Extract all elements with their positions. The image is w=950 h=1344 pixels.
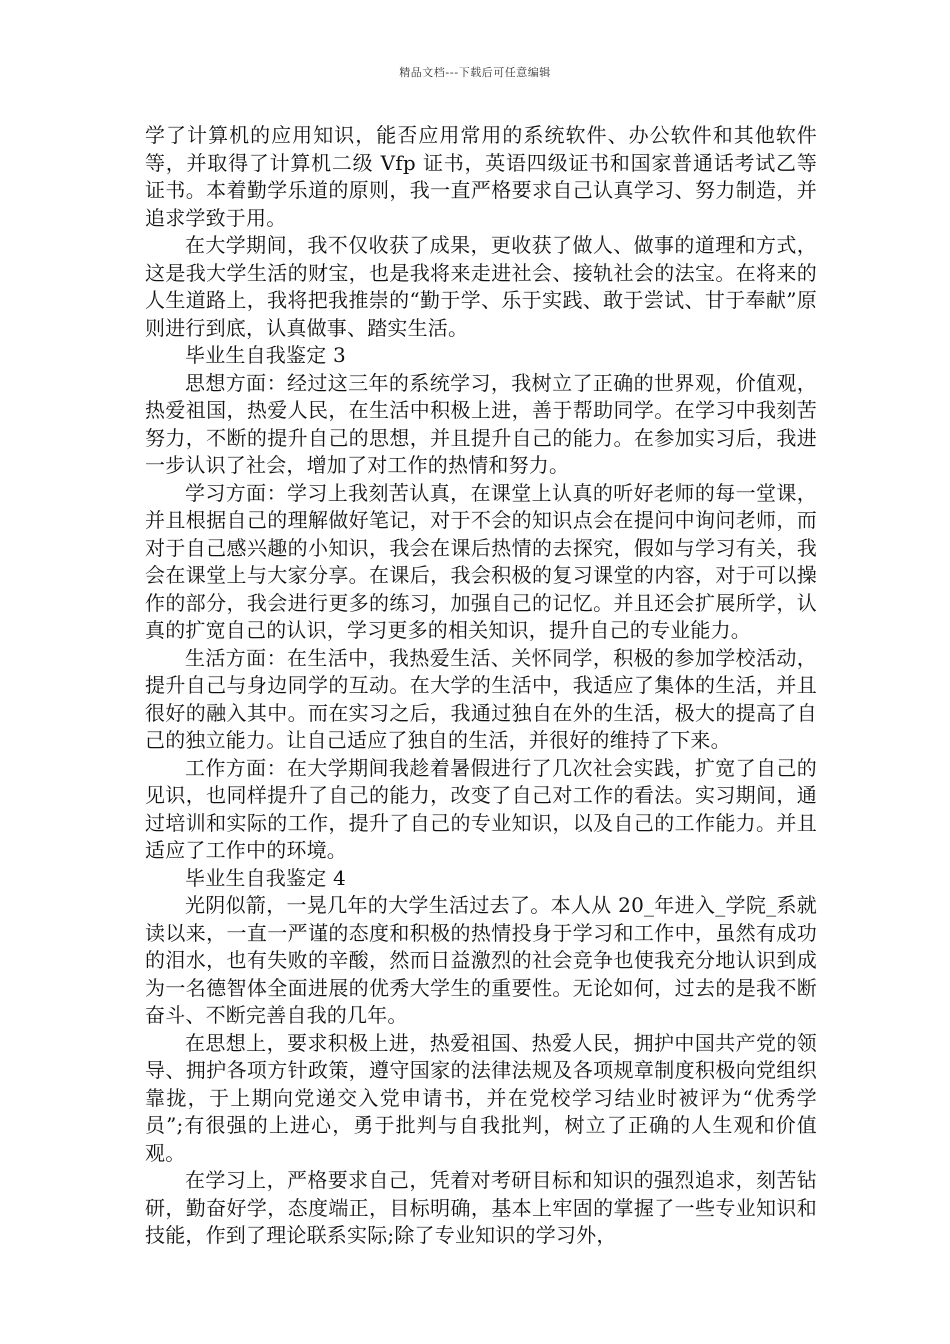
paragraph-2: 在大学期间，我不仅收获了成果，更收获了做人、做事的道理和方式，这是我大学生活的财宝，也是我将来走进社会、接轨社会的法宝。在将来的人生道路上，我将把我推崇的“勤于学、乐于实践、敢于尝试、甘于奉献”原则进行到底，认真做事、踏实生活。 [145,233,817,340]
document-body [145,122,817,1250]
paragraph-9: 在学习上，严格要求自己，凭着对考研目标和知识的强烈追求，刻苦钻研，勤奋好学，态度端正，目标明确，基本上牢固的掌握了一些专业知识和技能，作到了理论联系实际;除了专业知识的学习外， [145,1168,817,1247]
paragraph-5: 生活方面：在生活中，我热爱生活、关怀同学，积极的参加学校活动，提升自己与身边同学的互动。在大学的生活中，我适应了集体的生活，并且很好的融入其中。而在实习之后，我通过独自在外的生活，极大的提高了自己的独立能力。让自己适应了独自的生活，并很好的维持了下来。 [145,645,817,752]
paragraph-8: 在思想上，要求积极上进，热爱祖国、热爱人民，拥护中国共产党的领导、拥护各项方针政策，遵守国家的法律法规及各项规章制度积极向党组织靠拢，于上期向党递交入党申请书，并在党校学习结业时被评为“优秀学员”;有很强的上进心，勇于批判与自我批判，树立了正确的人生观和价值观。 [145,1030,817,1165]
page-header: 精品文档---下载后可任意编辑 [399,66,551,79]
paragraph-1: 学了计算机的应用知识，能否应用常用的系统软件、办公软件和其他软件等，并取得了计算机二级 Vfp 证书，英语四级证书和国家普通话考试乙等证书。本着勤学乐道的原则，我一直严格要求自己认真学习、努力制造，并追求学致于用。 [145,123,817,230]
paragraph-7: 光阴似箭，一晃几年的大学生活过去了。本人从 20_年进入_学院_系就读以来，一直一严谨的态度和积极的热情投身于学习和工作中，虽然有成功的泪水，也有失败的辛酸，然而日益激烈的社会竞争也使我充分地认识到成为一名德智体全面进展的优秀大学生的重要性。无论如何，过去的是我不断奋斗、不断完善自我的几年。 [145,893,817,1027]
paragraph-6: 工作方面：在大学期间我趁着暑假进行了几次社会实践，扩宽了自己的见识，也同样提升了自己的能力，改变了自己对工作的看法。实习期间，通过培训和实际的工作，提升了自己的专业知识，以及自己的工作能力。并且适应了工作中的环境。 [145,755,817,862]
paragraph-3: 思想方面：经过这三年的系统学习，我树立了正确的世界观，价值观，热爱祖国，热爱人民，在生活中积极上进，善于帮助同学。在学习中我刻苦努力，不断的提升自己的思想，并且提升自己的能力。在参加实习后，我进一步认识了社会，增加了对工作的热情和努力。 [145,370,817,477]
section-heading-4: 毕业生自我鉴定 4 [185,865,346,890]
paragraph-4: 学习方面：学习上我刻苦认真，在课堂上认真的听好老师的每一堂课，并且根据自己的理解做好笔记，对于不会的知识点会在提问中询问老师，而对于自己感兴趣的小知识，我会在课后热情的去探究，假如与学习有关，我会在课堂上与大家分享。在课后，我会积极的复习课堂的内容，对于可以操作的部分，我会进行更多的练习，加强自己的记忆。并且还会扩展所学，认真的扩宽自己的认识，学习更多的相关知识，提升自己的专业能力。 [145,480,817,642]
section-heading-3: 毕业生自我鉴定 3 [185,343,346,367]
